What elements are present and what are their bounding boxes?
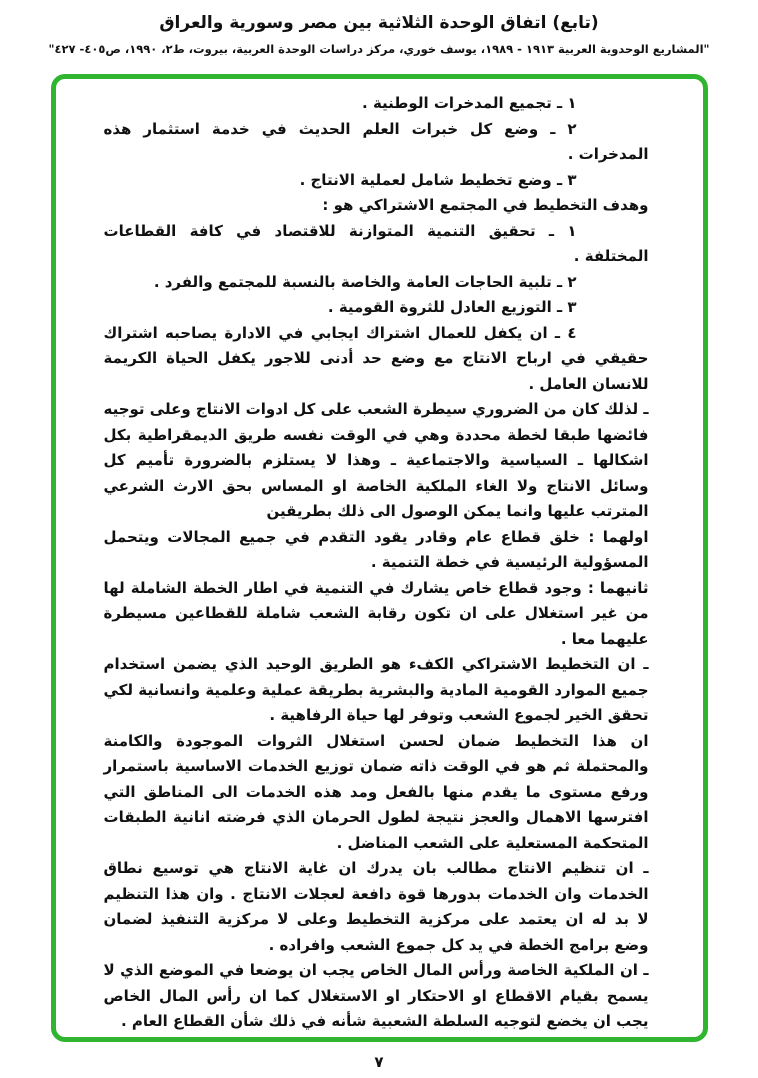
- source-citation: "المشاريع الوحدوية العربية ١٩١٣ - ١٩٨٩، يوسف خوري، مركز دراسات الوحدة العربية، بيروت، ط٢، ١٩٩٠، ص٤٠٥- ٤٢٧": [48, 42, 710, 56]
- numbered-item: ٣ ـ التوزيع العادل للثروة القومية .: [327, 298, 577, 316]
- numbered-item: ٤ ـ ان يكفل للعمال اشتراك ايجابي في الادارة يصاحبه اشتراك حقيقي في ارباح الانتاج مع وضع حد أدنى للاجور يكفل الحياة الكريمة للانسان العامل .: [103, 323, 649, 393]
- paragraph: ـ ان الملكية الخاصة ورأس المال الخاص يجب ان يوضعا في الموضع الذي لا يسمح بقيام الاقطاع او الاحتكار او الاستغلال كما ان رأس المال الخاص يجب ان يخضع لتوجيه السلطة الشعبية شأنه في ذلك شأن القطاع العام .: [103, 961, 649, 1030]
- green-border-frame: [51, 74, 708, 1042]
- numbered-item: ١ ـ تحقيق التنمية المتوازنة للاقتصاد في كافة القطاعات المختلفة .: [103, 221, 649, 265]
- document-title: (تابع) اتفاق الوحدة الثلاثية بين مصر وسورية والعراق: [159, 13, 599, 33]
- section-heading: وهدف التخطيط في المجتمع الاشتراكي هو :: [322, 196, 649, 214]
- paragraph: ثانيهما : وجود قطاع خاص يشارك في التنمية في اطار الخطة الشاملة لها من غير استغلال على ان تكون رقابة الشعب شاملة للقطاعين مسيطرة عليهما معا .: [103, 578, 649, 648]
- numbered-item: ٢ ـ وضع كل خبرات العلم الحديث في خدمة استثمار هذه المدخرات .: [103, 119, 649, 163]
- paragraph: ـ ان التخطيط الاشتراكي الكفء هو الطريق الوحيد الذي يضمن استخدام جميع الموارد القومية المادية والبشرية بطريقة عملية وعلمية وانسانية لكي تحقق الخير لجموع الشعب وتوفر لها حياة الرفاهية .: [103, 655, 649, 724]
- paragraph: ان هذا التخطيط ضمان لحسن استغلال الثروات الموجودة والكامنة والمحتملة ثم هو في الوقت ذاته ضمان توزيع الخدمات الاساسية باستمرار ورفع مستوى ما يقدم منها بالفعل ومد هذه الخدمات الى المناطق التي افترسها الاهمال والعجز نتيجة لطول الحرمان الذي فرضته انانية الطبقات المتحكمة المستعلية على الشعب المناضل .: [103, 731, 649, 852]
- numbered-item: ٢ ـ تلبية الحاجات العامة والخاصة بالنسبة للمجتمع والفرد .: [153, 272, 577, 291]
- paragraph: اولهما : خلق قطاع عام وقادر يقود التقدم في جميع المجالات ويتحمل المسؤولية الرئيسية في خطة التنمية .: [103, 527, 649, 571]
- numbered-item: ١ ـ تجميع المدخرات الوطنية .: [362, 94, 577, 112]
- page-number: ٧: [374, 1053, 384, 1071]
- document-header: [0, 0, 758, 56]
- numbered-item: ٣ ـ وضع تخطيط شامل لعملية الانتاج .: [299, 170, 577, 189]
- paragraph: ـ لذلك كان من الضروري سيطرة الشعب على كل ادوات الانتاج وعلى توجيه فائضها طبقا لخطة محددة وهي في الوقت نفسه طريق الديمقراطية بكل اشكالها ـ السياسية والاجتماعية ـ وهذا لا يستلزم بالضرورة تأميم كل وسائل الانتاج ولا الغاء الملكية الخاصة او المساس بحق الارث الشرعي المترتب عليها وانما يمكن الوصول الى ذلك بطريقين: [103, 400, 649, 520]
- paragraph: ـ ان تنظيم الانتاج مطالب بان يدرك ان غاية الانتاج هي توسيع نطاق الخدمات وان الخدمات بدورها قوة دافعة لعجلات الانتاج . وان هذا التنظيم لا بد له ان يعتمد على مركزية التخطيط وعلى لا مركزية التنفيذ لضمان وضع برامج الخطة في يد كل جموع الشعب وافراده .: [103, 859, 649, 954]
